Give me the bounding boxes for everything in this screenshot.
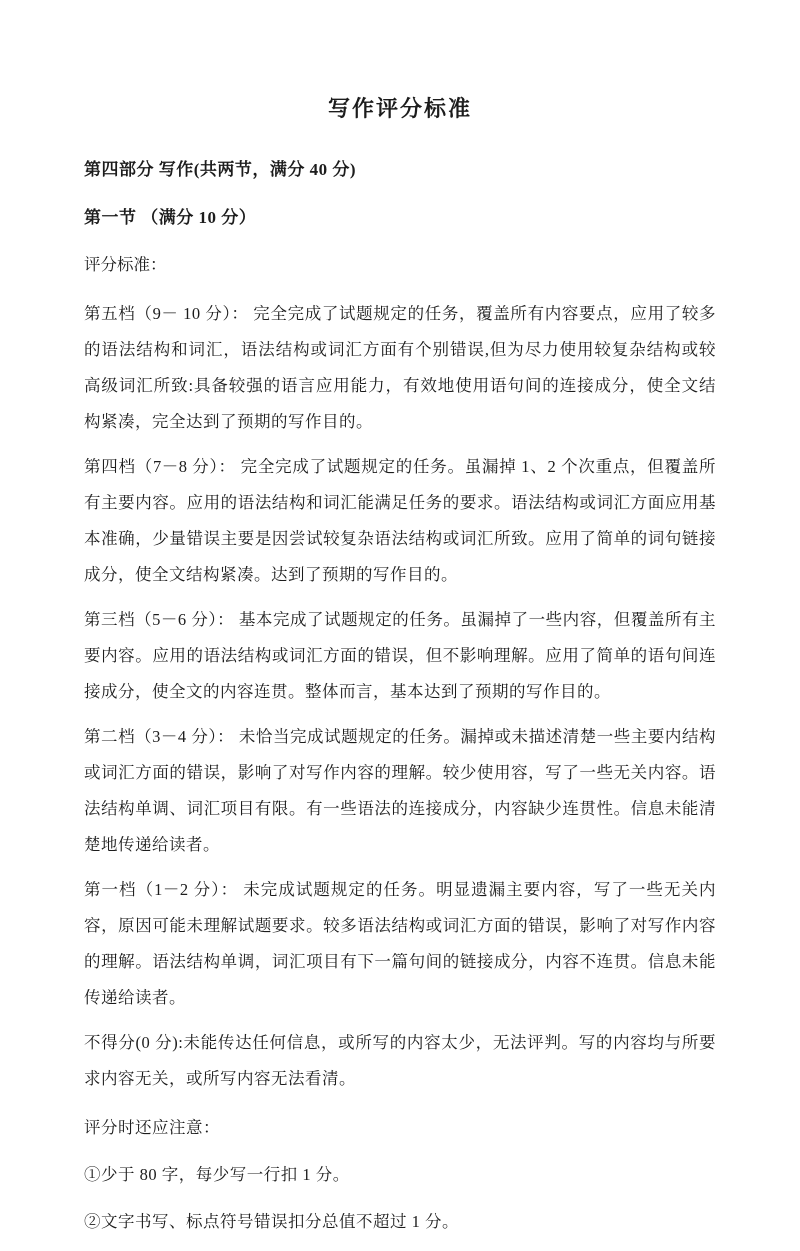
document-title: 写作评分标准 [327, 96, 472, 121]
notes-title: 评分时还应注意： [84, 1117, 220, 1137]
criteria-label: 评分标准： [84, 255, 167, 274]
band-2-paragraph: 第二档（3－4 分）： 未恰当完成试题规定的任务。漏掉或未描述清楚一些主要内结构或词汇方面的错误，影响了对写作内容的理解。较少使用容，写了一些无关内容。语法结构单调、词汇项目有限。有一些语法的连接成分，内容缺少连贯性。信息未能清楚地传递给读者。 [84, 727, 716, 854]
band-1-paragraph: 第一档（1－2 分）： 未完成试题规定的任务。明显遗漏主要内容，写了一些无关内容，原因可能未理解试题要求。较多语法结构或词汇方面的错误，影响了对写作内容的理解。语法结构单调，词汇项目有下一篇句间的链接成分，内容不连贯。信息未能传递给读者。 [84, 879, 716, 1007]
note-item-2: ②文字书写、标点符号错误扣分总值不超过 1 分。 [84, 1211, 459, 1231]
section-heading: 第一节 （满分 10 分） [84, 207, 257, 227]
band-0-paragraph: 不得分(0 分):未能传达任何信息，或所写的内容太少，无法评判。写的内容均与所要求内容无关，或所写内容无法看清。 [84, 1032, 716, 1088]
band-3-paragraph: 第三档（5－6 分）： 基本完成了试题规定的任务。虽漏掉了一些内容，但覆盖所有主要内容。应用的语法结构或词汇方面的错误，但不影响理解。应用了简单的语句间连接成分，使全文的内容连贯。整体而言，基本达到了预期的写作目的。 [84, 610, 716, 702]
note-item-1: ①少于 80 字，每少写一行扣 1 分。 [84, 1164, 350, 1184]
band-5-paragraph: 第五档（9－ 10 分）： 完全完成了试题规定的任务，覆盖所有内容要点，应用了较多的语法结构和词汇，语法结构或词汇方面有个别错误,但为尽力使用较复杂结构或较高级词汇所致:具备较强的语言应用能力，有效地使用语句间的连接成分，使全文结构紧凑，完全达到了预期的写作目的。 [84, 304, 716, 432]
part-heading: 第四部分 写作(共两节，满分 40 分) [84, 160, 357, 179]
band-4-paragraph: 第四档（7－8 分）： 完全完成了试题规定的任务。虽漏掉 1、2 个次重点，但覆盖所有主要内容。应用的语法结构和词汇能满足任务的要求。语法结构或词汇方面应用基本准确，少量错误主要是因尝试较复杂语法结构或词汇所致。应用了简单的词句链接成分，使全文结构紧凑。达到了预期的写作目的。 [84, 457, 716, 585]
